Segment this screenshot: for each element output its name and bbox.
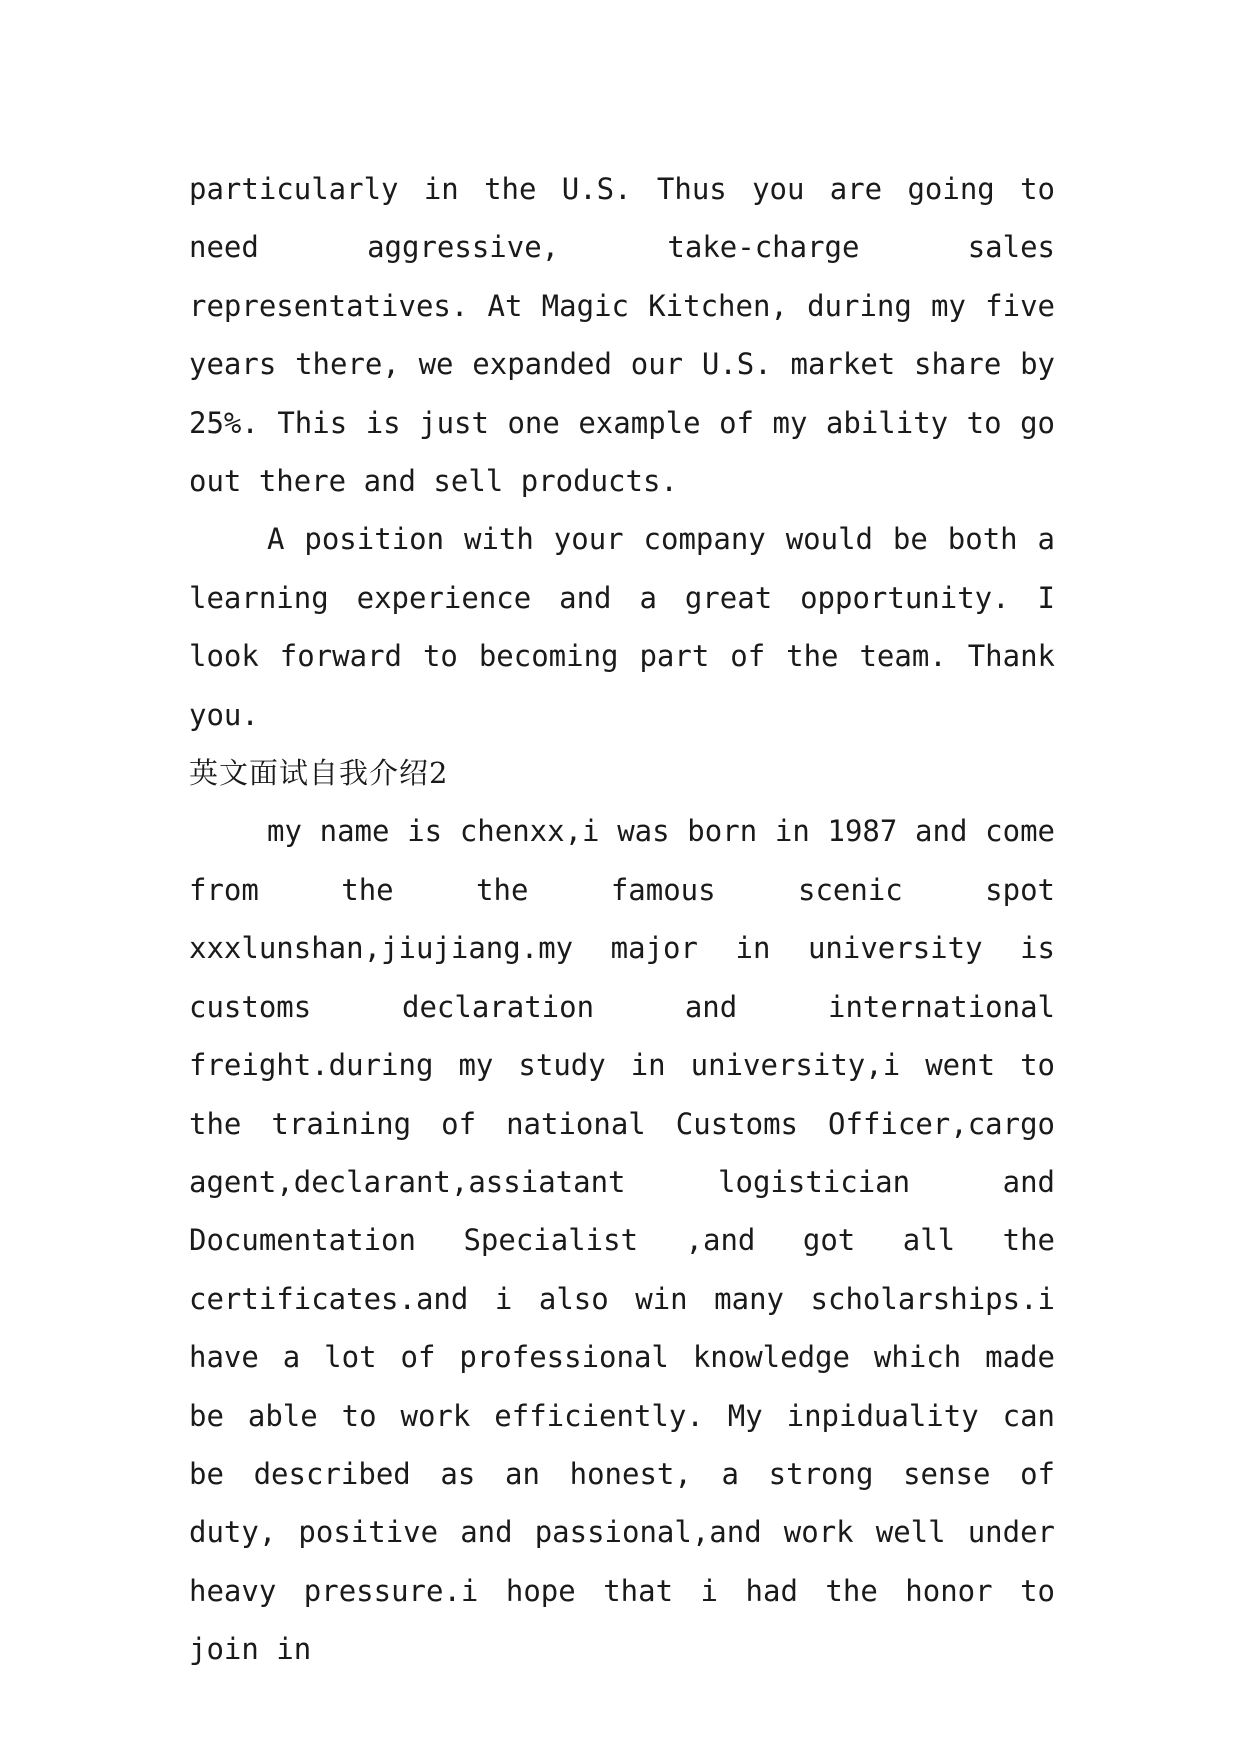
document-body [189,160,1055,1679]
paragraph-continued: particularly in the U.S. Thus you are going to need aggressive, take-charge sales representatives. At Magic Kitchen, during my five years there, we expanded our U.S. market share by 25%. This is just one example of my ability to go out there and sell products. [189,172,1055,499]
section-heading: 英文面试自我介绍2 [189,756,449,791]
paragraph-self-introduction: my name is chenxx,i was born in 1987 and come from the the famous scenic spot xxxlunshan,jiujiang.my major in university is customs declaration and international freight.during my study in university,i went to the training of national Customs Officer,cargo agent,declarant,assiatant logistician and Documentation Specialist ,and got all the certificates.and i also win many scholarships.i have a lot of professional knowledge which made be able to work efficiently. My inpiduality can be described as an honest, a strong sense of duty, positive and passional,and work well under heavy pressure.i hope that i had the honor to join in [189,814,1055,1667]
paragraph-closing: A position with your company would be both a learning experience and a great opportunity. I look forward to becoming part of the team. Thank you. [189,522,1055,732]
